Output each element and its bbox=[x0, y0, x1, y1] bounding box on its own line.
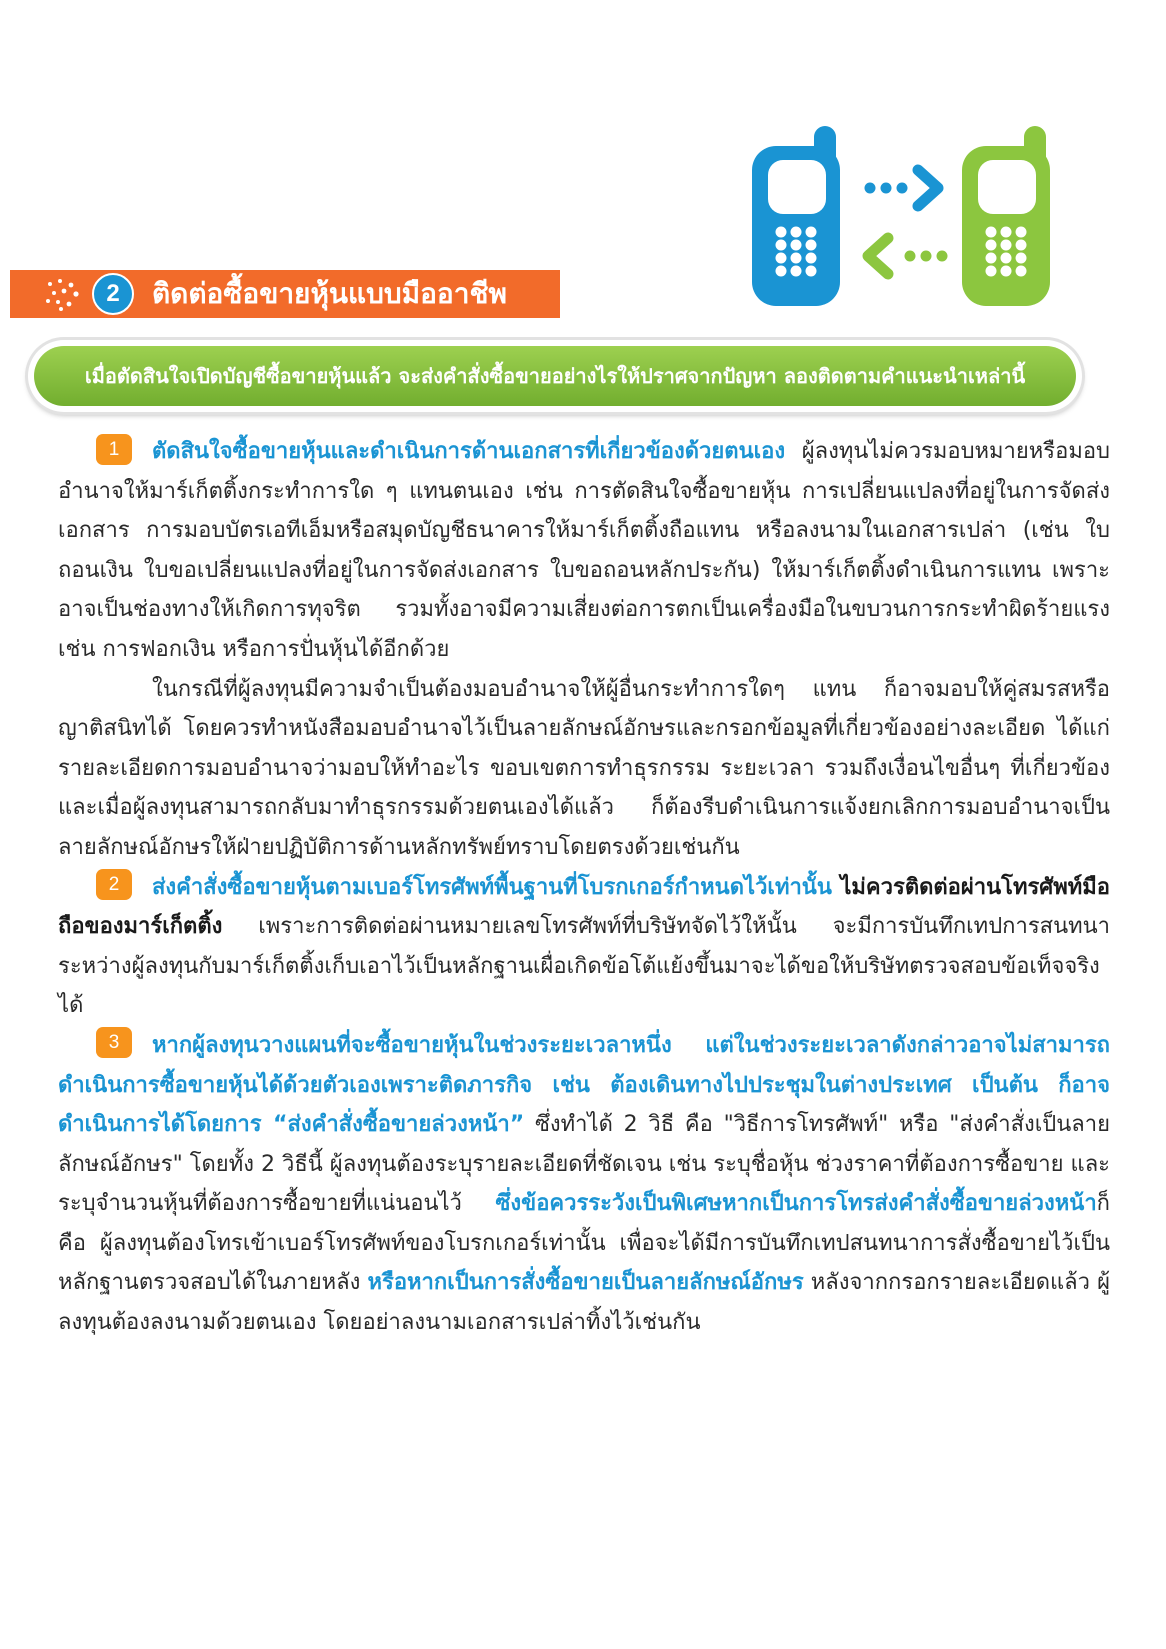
sparkle-dots-icon bbox=[44, 276, 84, 312]
phone-screen bbox=[768, 160, 826, 214]
green-phone-icon bbox=[962, 126, 1050, 306]
guideline-warning: ไม่ควรติดต่อผ่านโทรศัพท์มือถือของมาร์เก็ตติ้ง bbox=[58, 874, 1110, 940]
guideline-heading: หากผู้ลงทุนวางแผนที่จะซื้อขายหุ้นในช่วงระยะเวลาหนึ่ง แต่ในช่วงระยะเวลาดังกล่าวอาจไม่สามารถดำเนินการซื้อขายหุ้นได้ด้วยตัวเองเพราะติดภารกิจ เช่น ต้องเดินทางไปประชุมในต่างประเทศ เป็นต้น ก็อาจดำเนินการได้โดยการ “ส่งคำสั่งซื้อขายล่วงหน้า” bbox=[58, 1032, 1110, 1138]
guideline-number-badge: 3 bbox=[96, 1027, 132, 1058]
blue-phone-icon bbox=[752, 126, 840, 306]
guideline-heading: ส่งคำสั่งซื้อขายหุ้นตามเบอร์โทรศัพท์พื้นฐานที่โบรกเกอร์กำหนดไว้เท่านั้น bbox=[152, 874, 832, 900]
intro-banner bbox=[28, 340, 1082, 412]
guideline-text-written: หลังจากกรอกรายละเอียดแล้ว ผู้ลงทุนต้องลงนามด้วยตนเอง โดยอย่าลงนามเอกสารเปล่าทิ้งไว้เช่นกัน bbox=[58, 1270, 1110, 1336]
guideline-text: ในกรณีที่ผู้ลงทุนมีความจำเป็นต้องมอบอำนาจให้ผู้อื่นกระทำการใดๆ แทน ก็อาจมอบให้คู่สมรสหรือญาติสนิทได้ โดยควรทำหนังสือมอบอำนาจไว้เป็นลายลักษณ์อักษรและกรอกข้อมูลที่เกี่ยวข้องอย่างละเอียด ได้แก่ รายละเอียดการมอบอำนาจว่ามอบให้ทำอะไร ขอบเขตการทำธุรกรรม ระยะเวลา รวมถึงเงื่อนไขอื่นๆ ที่เกี่ยวข้อง และเมื่อผู้ลงทุนสามารถกลับมาทำธุรกรรมด้วยตนเองได้แล้ว ก็ต้องรีบดำเนินการแจ้งยกเลิกการมอบอำนาจเป็นลายลักษณ์อักษรให้ฝ่ายปฏิบัติการด้านหลักทรัพย์ทราบโดยตรงด้วยเช่นกัน bbox=[58, 676, 1110, 860]
guideline-text: เพราะการติดต่อผ่านหมายเลขโทรศัพท์ที่บริษัทจัดไว้ให้นั้น จะมีการบันทึกเทปการสนทนาระหว่างผู้ลงทุนกับมาร์เก็ตติ้งเก็บเอาไว้เป็นหลักฐานเผื่อเกิดข้อโต้แย้งขึ้นมาจะได้ขอให้บริษัทตรวจสอบข้อเท็จจริงได้ bbox=[58, 914, 1111, 1019]
guideline-1 bbox=[58, 432, 1110, 670]
section-title: ติดต่อซื้อขายหุ้นแบบมืออาชีพ bbox=[152, 277, 507, 310]
phone-exchange-illustration bbox=[740, 112, 1060, 312]
guideline-2 bbox=[58, 868, 1110, 1026]
guideline-3 bbox=[58, 1026, 1110, 1343]
intro-banner-text: เมื่อตัดสินใจเปิดบัญชีซื้อขายหุ้นแล้ว จะส่งคำสั่งซื้อขายอย่างไรให้ปราศจากปัญหา ลองติดตามคำแนะนำเหล่านี้ bbox=[84, 364, 1026, 388]
guideline-text-phone: ก็คือ ผู้ลงทุนต้องโทรเข้าเบอร์โทรศัพท์ของโบรกเกอร์เท่านั้น เพื่อจะได้มีการบันทึกเทปสนทนาการสั่งซื้อขายไว้เป็นหลักฐานตรวจสอบได้ในภายหลัง bbox=[58, 1191, 1110, 1296]
arrow-left-icon bbox=[868, 238, 948, 274]
guideline-caution-written: หรือหากเป็นการสั่งซื้อขายเป็นลายลักษณ์อักษร bbox=[367, 1270, 804, 1296]
guidelines-body bbox=[58, 432, 1110, 1343]
intro-banner-pill bbox=[34, 346, 1076, 406]
phone-screen bbox=[978, 160, 1036, 214]
section-number-badge: 2 bbox=[92, 273, 134, 315]
guideline-text: ซึ่งทำได้ 2 วิธี คือ "วิธีการโทรศัพท์" หรือ "ส่งคำสั่งเป็นลายลักษณ์อักษร" โดยทั้ง 2 วิธีนี้ ผู้ลงทุนต้องระบุรายละเอียดที่ชัดเจน เช่น ระบุชื่อหุ้น ช่วงราคาที่ต้องการซื้อขาย และระบุจำนวนหุ้นที่ต้องการซื้อขายที่แน่นอนไว้ bbox=[58, 1112, 1111, 1217]
guideline-text: ผู้ลงทุนไม่ควรมอบหมายหรือมอบอำนาจให้มาร์เก็ตติ้งกระทำการใด ๆ แทนตนเอง เช่น การตัดสินใจซื้อขายหุ้น การเปลี่ยนแปลงที่อยู่ในการจัดส่งเอกสาร การมอบบัตรเอทีเอ็มหรือสมุดบัญชีธนาคารให้มาร์เก็ตติ้งถือแทน หรือลงนามในเอกสารเปล่า (เช่น ใบถอนเงิน ใบขอเปลี่ยนแปลงที่อยู่ในการจัดส่งเอกสาร ใบขอถอนหลักประกัน) ให้มาร์เก็ตติ้งดำเนินการแทน เพราะอาจเป็นช่องทางให้เกิดการทุจริต รวมทั้งอาจมีความเสี่ยงต่อการตกเป็นเครื่องมือในขบวนการกระทำผิดร้ายแรง เช่น การฟอกเงิน หรือการปั่นหุ้นได้อีกด้วย bbox=[58, 439, 1110, 662]
guideline-1-continuation bbox=[58, 670, 1110, 868]
guideline-number-badge: 2 bbox=[96, 869, 132, 900]
arrow-right-icon bbox=[865, 170, 939, 206]
guideline-caution-phone: ซึ่งข้อควรระวังเป็นพิเศษหากเป็นการโทรส่งคำสั่งซื้อขายล่วงหน้า bbox=[495, 1191, 1097, 1217]
guideline-heading: ตัดสินใจซื้อขายหุ้นและดำเนินการด้านเอกสารที่เกี่ยวข้องด้วยตนเอง bbox=[152, 439, 786, 464]
section-header bbox=[10, 270, 560, 318]
guideline-number-badge: 1 bbox=[96, 434, 132, 465]
